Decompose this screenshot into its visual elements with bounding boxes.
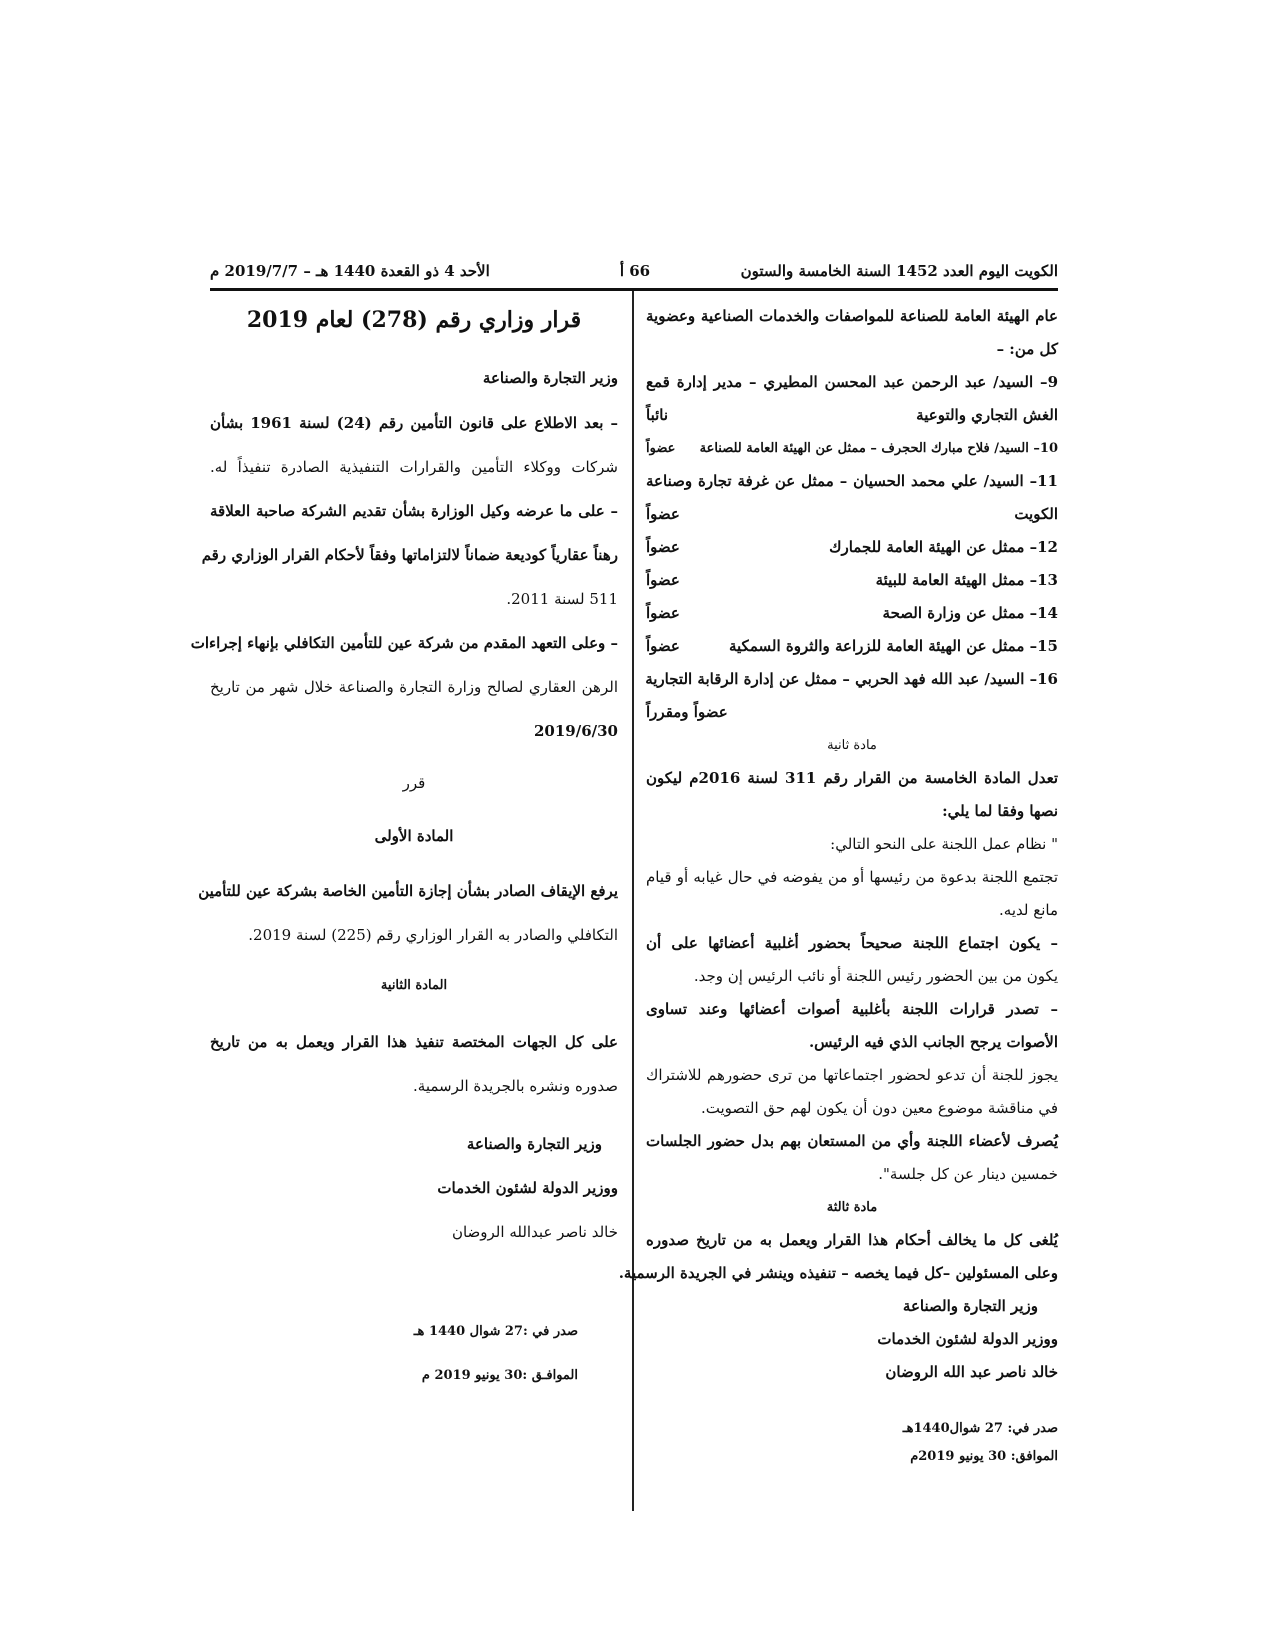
member-role: عضواً — [646, 505, 680, 523]
article2-line: على كل الجهات المختصة تنفيذ هذا القرار ويعمل به من تاريخ — [210, 1033, 618, 1051]
article2-line: – يكون اجتماع اللجنة صحيحاً بحضور أغلبية أعضائها على أن — [646, 934, 1058, 952]
minister-line: وزير التجارة والصناعة — [482, 369, 618, 387]
preamble-line: – وعلى التعهد المقدم من شركة عين للتأمين التكافلي بإنهاء إجراءات — [190, 634, 618, 652]
article2-heading: مادة ثانية — [827, 738, 877, 753]
signature-name: خالد ناصر عبدالله الروضان — [451, 1223, 618, 1241]
issued-hijri: صدر في: 27 شوال1440هـ — [902, 1421, 1058, 1436]
article2-line: " نظام عمل اللجنة على النحو التالي: — [830, 835, 1058, 853]
article2-line: – تصدر قرارات اللجنة بأغلبية أصوات أعضائها وعند تساوى — [646, 1000, 1058, 1018]
article2-line: الأصوات يرجح الجانب الذي فيه الرئيس. — [808, 1033, 1058, 1051]
right-column — [618, 300, 1058, 1471]
article2-heading: المادة الثانية — [380, 978, 448, 993]
issued-gregorian: الموافـق :30 يونيو 2019 م — [421, 1368, 578, 1383]
article2-line: تعدل المادة الخامسة من القرار رقم 311 لسنة 2016م ليكون — [646, 769, 1058, 787]
header-rule — [210, 288, 1058, 291]
signature-title: وزير التجارة والصناعة — [466, 1135, 602, 1153]
article2-line: يجوز للجنة أن تدعو لحضور اجتماعاتها من ترى حضورهم للاشتراك — [646, 1066, 1058, 1084]
issued-hijri: صدر في :27 شوال 1440 هـ — [413, 1324, 578, 1339]
member-role: عضواً — [646, 571, 680, 589]
member-9-line: 9– السيد/ عبد الرحمن عبد المحسن المطيري – مدير إدارة قمع — [646, 373, 1058, 391]
member-9-line: الغش التجاري والتوعية نائباً — [646, 399, 1058, 432]
header-date: الأحد 4 ذو القعدة 1440 هـ – 2019/7/7 م — [210, 262, 490, 280]
member-role: نائباً — [646, 406, 669, 424]
article2-line: نصها وفقا لما يلي: — [942, 802, 1058, 820]
header-issue: الكويت اليوم العدد 1452 السنة الخامسة والستون — [740, 262, 1058, 280]
preamble-line: شركات ووكلاء التأمين والقرارات التنفيذية الصادرة تنفيذاً له. — [210, 458, 618, 476]
preamble-line: 2019/6/30 — [533, 722, 618, 740]
preamble — [190, 401, 619, 753]
signature-name: خالد ناصر عبد الله الروضان — [885, 1363, 1058, 1381]
article1-line: التكافلي والصادر به القرار الوزاري رقم (225) لسنة 2019. — [248, 926, 618, 944]
preamble-line: الرهن العقاري لصالح وزارة التجارة والصناعة خلال شهر من تاريخ — [210, 678, 618, 696]
preamble-line: 511 لسنة 2011. — [506, 590, 618, 608]
decided-heading: قرر — [402, 774, 426, 792]
preamble-line: رهناً عقارياً كوديعة ضماناً لالتزاماتها وفقاً لأحكام القرار الوزاري رقم — [201, 546, 618, 564]
signature-title: ووزير الدولة لشئون الخدمات — [877, 1330, 1058, 1348]
member-10-line: 10– السيد/ فلاح مبارك الحجرف – ممثل عن الهيئة العامة للصناعة عضواً — [646, 432, 1058, 465]
member-role: عضواً — [646, 538, 680, 556]
signature-title: وزير التجارة والصناعة — [902, 1297, 1038, 1315]
article2-line: مانع لديه. — [999, 901, 1058, 919]
left-column — [190, 300, 619, 1398]
article2-line: يُصرف لأعضاء اللجنة وأي من المستعان بهم بدل حضور الجلسات — [646, 1132, 1058, 1150]
article2-line: تجتمع اللجنة بدعوة من رئيسها أو من يفوضه في حال غيابه أو قيام — [646, 868, 1058, 886]
member-15-line: 15– ممثل عن الهيئة العامة للزراعة والثروة السمكية عضواً — [646, 630, 1058, 663]
article2-line: خمسين دينار عن كل جلسة". — [878, 1165, 1058, 1183]
preamble-line: – على ما عرضه وكيل الوزارة بشأن تقديم الشركة صاحبة العلاقة — [210, 502, 618, 520]
article3-heading: مادة ثالثة — [826, 1200, 878, 1215]
member-11-line: 11– السيد/ علي محمد الحسيان – ممثل عن غرفة تجارة وصناعة — [646, 472, 1058, 490]
member-16-line: 16– السيد/ عبد الله فهد الحربي – ممثل عن إدارة الرقابة التجارية — [645, 670, 1058, 688]
column-divider — [632, 291, 634, 1511]
member-14-line: 14– ممثل عن وزارة الصحة عضواً — [646, 597, 1058, 630]
member-role: عضواً — [646, 441, 676, 456]
intro-line: عام الهيئة العامة للصناعة للمواصفات والخدمات الصناعية وعضوية — [646, 307, 1058, 325]
header-page-number: 66 أ — [619, 262, 651, 280]
article1-heading: المادة الأولى — [374, 827, 454, 845]
member-role: عضواً — [646, 604, 680, 622]
member-12-line: 12– ممثل عن الهيئة العامة للجمارك عضواً — [646, 531, 1058, 564]
issued-gregorian: الموافق: 30 يونيو 2019م — [910, 1449, 1058, 1464]
member-role: عضواً — [646, 637, 680, 655]
article2-line: يكون من بين الحضور رئيس اللجنة أو نائب الرئيس إن وجد. — [693, 967, 1058, 985]
signature-title: ووزير الدولة لشئون الخدمات — [437, 1179, 618, 1197]
page-header — [210, 262, 1058, 286]
intro-line: كل من: – — [996, 340, 1058, 358]
article2-line: في مناقشة موضوع معين دون أن يكون لهم حق التصويت. — [700, 1099, 1058, 1117]
member-11-line: الكويت عضواً — [646, 498, 1058, 531]
article1-line: يرفع الإيقاف الصادر بشأن إجازة التأمين الخاصة بشركة عين للتأمين — [198, 882, 618, 900]
article2-line: صدوره ونشره بالجريدة الرسمية. — [413, 1077, 618, 1095]
member-13-line: 13– ممثل الهيئة العامة للبيئة عضواً — [646, 564, 1058, 597]
article3-line: وعلى المسئولين –كل فيما يخصه – تنفيذه وينشر في الجريدة الرسمية. — [618, 1264, 1058, 1282]
member-16-role: عضواً ومقرراً — [646, 703, 728, 721]
article3-line: يُلغى كل ما يخالف أحكام هذا القرار ويعمل به من تاريخ صدوره — [646, 1231, 1058, 1249]
decision-title: قرار وزاري رقم (278) لعام 2019 — [246, 307, 582, 333]
preamble-line: – بعد الاطلاع على قانون التأمين رقم (24) لسنة 1961 بشأن — [210, 414, 619, 432]
